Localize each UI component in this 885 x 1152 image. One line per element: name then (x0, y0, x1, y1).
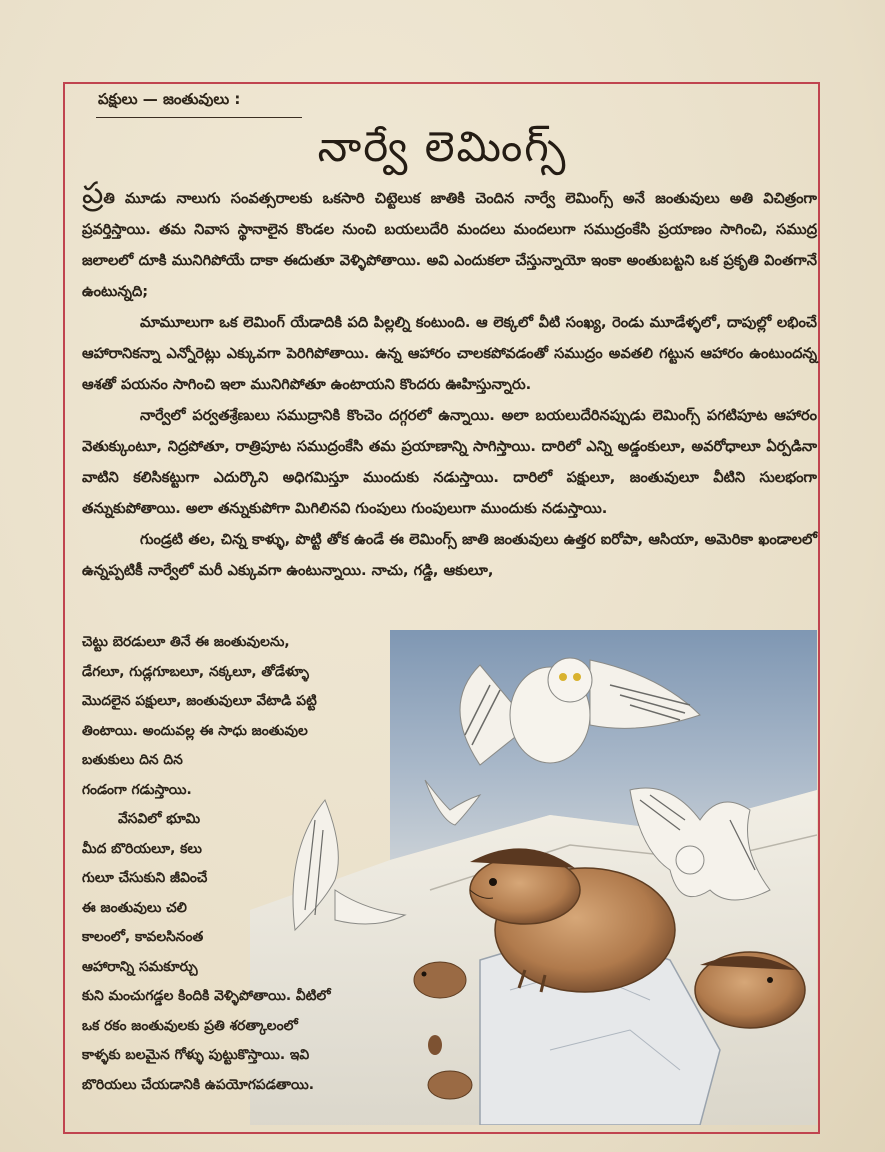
article-title: నార్వే లెమింగ్స్ (317, 122, 568, 171)
paragraph-3: నార్వేలో పర్వతశ్రేణులు సముద్రానికి కొంచెం దగ్గరలో ఉన్నాయి. అలా బయలుదేరినప్పుడు లెమింగ్స్ పగటిపూట ఆహారం వెతుక్కుంటూ, నిద్రపోతూ, రాత్రిపూట సముద్రంకేసి తమ ప్రయాణాన్ని సాగిస్తాయి. దారిలో ఎన్ని అడ్డంకులూ, అవరోధాలూ ఏర్పడినా వాటిని కలిసికట్టుగా ఎదుర్కొని అధిగమిస్తూ ముందుకు నడుస్తాయి. దారిలో పక్షులూ, జంతువులూ వీటిని సులభంగా తన్నుకుపోతాయి. అలా తన్నుకుపోగా మిగిలినవి గుంపులు గుంపులుగా ముందుకు నడుస్తాయి. (82, 407, 817, 517)
side-line-12: ఆహారాన్ని సమకూర్చు (82, 958, 198, 975)
side-line-8: మీద బొరియలూ, కలు (82, 840, 202, 857)
paragraph-1 (82, 176, 817, 307)
side-line-14: ఒక రకం జంతువులకు ప్రతి శరత్కాలంలో (82, 1017, 298, 1034)
paragraph-2: మామూలుగా ఒక లెమింగ్ యేడాదికి పది పిల్లల్ని కంటుంది. ఆ లెక్కలో వీటి సంఖ్య, రెండు మూడేళ్ళలో, దాపుల్లో లభించే ఆహారానికన్నా ఎన్నోరెట్లు ఎక్కువగా పెరిగిపోతాయి. ఉన్న ఆహారం చాలకపోవడంతో సముద్రం అవతలి గట్టున ఆహారం ఉంటుందన్న ఆశతో పయనం సాగించి ఇలా మునిగిపోతూ ఉంటాయని కొందరు ఊహిస్తున్నారు. (82, 314, 817, 393)
side-line-2: డేగలూ, గుడ్లగూబలూ, నక్కలూ, తోడేళ్ళూ (82, 663, 310, 680)
lemming-right (695, 952, 805, 1028)
paragraph-4: గుండ్రటి తల, చిన్న కాళ్ళు, పొట్టి తోక ఉండే ఈ లెమింగ్స్ జాతి జంతువులు ఉత్తర ఐరోపా, ఆసియా, అమెరికా ఖండాలలో ఉన్నప్పటికీ నార్వేలో మరీ ఎక్కువగా ఉంటున్నాయి. నాచు, గడ్డి, ఆకులూ, (82, 531, 817, 579)
side-line-10: ఈ జంతువులు చలి (82, 899, 187, 916)
side-line-4: తింటాయి. అందువల్ల ఈ సాధు జంతువుల (82, 722, 308, 739)
lemming-small-1 (414, 962, 466, 998)
side-line-3: మొదలైన పక్షులూ, జంతువులూ వేటాడి పట్టి (82, 693, 317, 709)
section-underline (96, 117, 302, 118)
paragraph-1-text: తి మూడు నాలుగు సంవత్సరాలకు ఒకసారి చిట్టెలుక జాతికి చెందిన నార్వే లెమింగ్స్ అనే జంతువులు అతి విచిత్రంగా ప్రవర్తిస్తాయి. తమ నివాస స్థానాలైన కొండల నుంచి బయలుదేరి మందలు మందలుగా సముద్రంకేసి ప్రయాణం సాగించి, సముద్ర జలాలలో దూకి మునిగిపోయే దాకా ఈదుతూ వెళ్ళిపోతాయి. అవి ఎందుకలా చేస్తున్నాయో ఇంకా అంతుబట్టని ఒక ప్రకృతి వింతగానే ఉంటున్నది; (82, 190, 817, 300)
side-line-1: చెట్టు బెరడులూ తినే ఈ జంతువులను, (82, 634, 290, 650)
side-line-9: గులూ చేసుకుని జీవించే (82, 870, 208, 886)
side-line-5: బతుకులు దిన దిన (82, 752, 183, 768)
side-column-text (82, 628, 390, 1100)
side-line-7: వేసవిలో భూమి (118, 811, 201, 827)
article-body (82, 176, 817, 586)
drop-cap: ప్ర (82, 176, 104, 211)
side-line-15: కాళ్ళకు బలమైన గోళ్ళు పుట్టుకొస్తాయి. ఇవి (82, 1047, 310, 1063)
lemming-small-3 (428, 1035, 442, 1055)
side-line-6: గండంగా గడుస్తాయి. (82, 781, 192, 798)
side-line-13: కుని మంచుగడ్డల కిందికి వెళ్ళిపోతాయి. వీటిలో (82, 988, 331, 1004)
lemming-small-2 (428, 1071, 472, 1099)
side-line-11: కాలంలో, కావలసినంత (82, 929, 204, 945)
section-label: పక్షులు — జంతువులు : (98, 90, 241, 108)
side-line-16: బొరియలు చేయడానికి ఉపయోగపడతాయి. (82, 1076, 314, 1093)
